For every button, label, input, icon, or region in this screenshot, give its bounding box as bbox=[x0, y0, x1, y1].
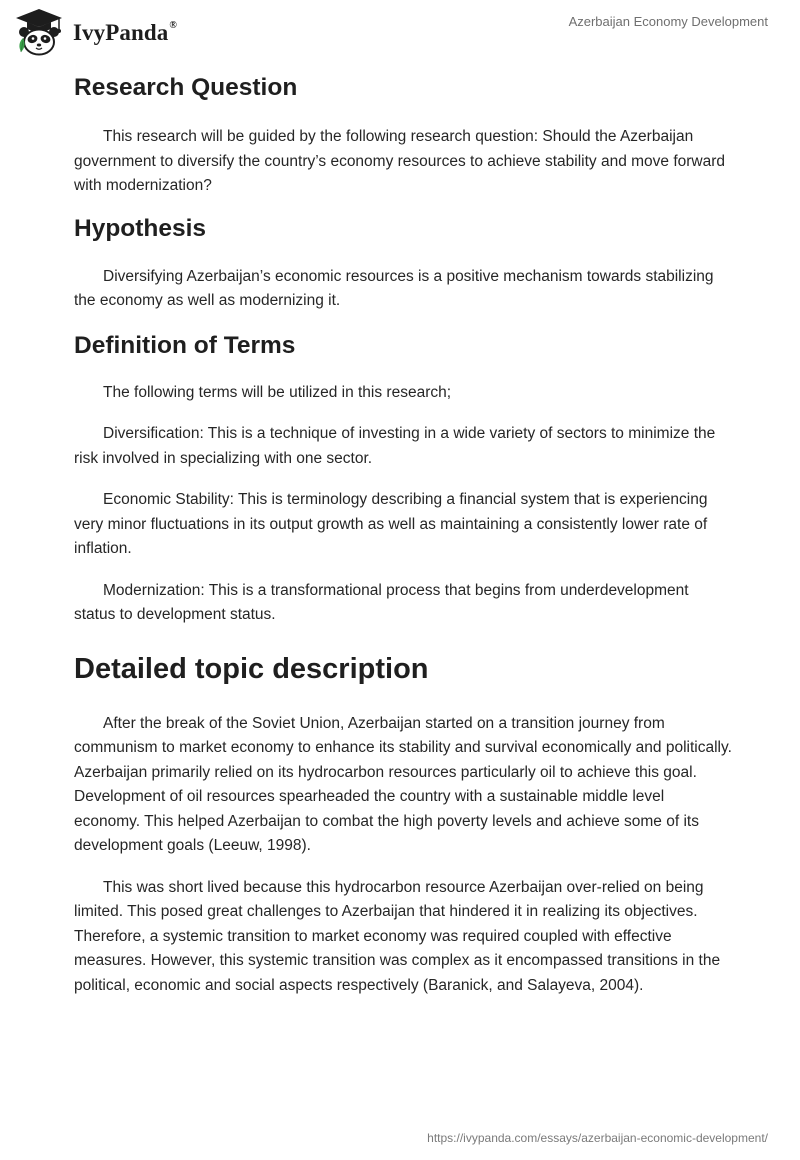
document-title: Azerbaijan Economy Development bbox=[568, 14, 768, 29]
source-url-link[interactable]: https://ivypanda.com/essays/azerbaijan-economic-development/ bbox=[427, 1131, 768, 1145]
page-header bbox=[0, 0, 800, 60]
section-heading-detailed-topic-description: Detailed topic description bbox=[74, 652, 429, 685]
panda-graduation-cap-icon bbox=[14, 8, 64, 56]
ivypanda-logo[interactable] bbox=[14, 8, 177, 56]
brand-name: IvyPanda® bbox=[73, 20, 177, 45]
paragraph: Diversifying Azerbaijan’s economic resources is a positive mechanism towards stabilizing the economy as well as modernizing it. bbox=[74, 267, 714, 309]
section-heading-hypothesis: Hypothesis bbox=[74, 214, 207, 242]
paragraph: Economic Stability: This is terminology describing a financial system that is experiencing very minor fluctuations in its output growth as well as maintaining a consistently lower rate of inflation. bbox=[74, 491, 708, 557]
paragraph: After the break of the Soviet Union, Azerbaijan started on a transition journey from communism to market economy to enhance its stability and survival economically and politically. Azerbaijan primarily relied on its hydrocarbon resources particularly oil to achieve this goal. Development of oil resources spearheaded the country with a sustainable middle level economy. This helped Azerbaijan to combat the high poverty levels and achieve some of its development goals (Leeuw, 1998). bbox=[74, 714, 732, 854]
paragraph: Diversification: This is a technique of investing in a wide variety of sectors to minimize the risk involved in specializing with one sector. bbox=[74, 425, 716, 467]
paragraph: Modernization: This is a transformational process that begins from underdevelopment status to development status. bbox=[74, 581, 689, 623]
registered-mark: ® bbox=[169, 20, 177, 32]
paragraph: This research will be guided by the following research question: Should the Azerbaijan government to diversify the country’s economy resources to achieve stability and move forward with modernization? bbox=[74, 128, 726, 194]
essay-content bbox=[74, 71, 734, 998]
section-heading-definition-of-terms: Definition of Terms bbox=[74, 331, 296, 359]
paragraph: The following terms will be utilized in this research; bbox=[103, 383, 452, 401]
paragraph: This was short lived because this hydrocarbon resource Azerbaijan over-relied on being limited. This posed great challenges to Azerbaijan that hindered it in realizing its objectives. Therefore, a systemic transition to market economy was required coupled with effective measures. However, this systemic transition was complex as it encompassed transitions in the political, economic and social aspects respectively (Baranick, and Salayeva, 2004). bbox=[74, 878, 721, 994]
section-heading-research-question: Research Question bbox=[74, 74, 298, 101]
